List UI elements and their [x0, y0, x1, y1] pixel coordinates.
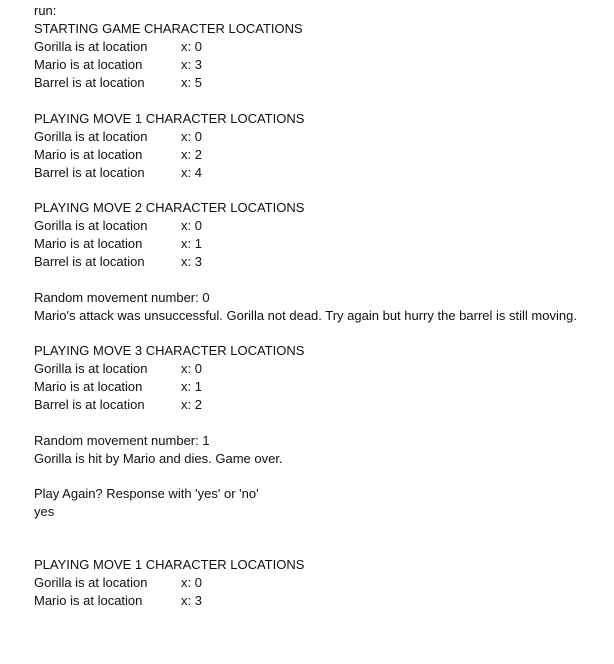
block-header: STARTING GAME CHARACTER LOCATIONS [34, 21, 303, 36]
location-value: x: 3 [181, 57, 202, 72]
location-row [34, 235, 614, 253]
location-label: Mario is at location [34, 57, 143, 72]
block-header: PLAYING MOVE 1 CHARACTER LOCATIONS [34, 110, 305, 126]
blank-line [34, 325, 614, 343]
location-value: x: 2 [181, 397, 202, 412]
block-header: PLAYING MOVE 3 CHARACTER LOCATIONS [34, 343, 305, 358]
location-label: Barrel is at location [34, 397, 145, 412]
location-label: Mario is at location [34, 146, 143, 162]
random-movement-text: Random movement number: 1 [34, 432, 210, 448]
game-over-text: Gorilla is hit by Mario and dies. Game over. [34, 450, 283, 466]
location-value: x: 0 [181, 361, 202, 376]
location-value: x: 1 [181, 379, 202, 394]
blank-line [34, 92, 614, 110]
location-row [34, 164, 614, 182]
location-row [34, 56, 614, 74]
location-value: x: 3 [181, 593, 202, 608]
location-row [34, 146, 614, 164]
blank-line [34, 521, 614, 556]
location-value: x: 4 [181, 164, 202, 180]
location-block [34, 556, 614, 610]
location-value: x: 0 [181, 218, 202, 233]
location-row [34, 360, 614, 378]
location-label: Gorilla is at location [34, 361, 148, 376]
location-value: x: 3 [181, 254, 202, 269]
location-label: Gorilla is at location [34, 218, 148, 233]
location-block [34, 20, 614, 92]
random-movement-text: Random movement number: 0 [34, 289, 210, 305]
blank-line [34, 414, 614, 432]
location-label: Mario is at location [34, 593, 143, 608]
location-value: x: 0 [181, 128, 202, 144]
run-label: run: [34, 3, 57, 18]
blank-line [34, 468, 614, 486]
location-row [34, 592, 614, 610]
location-row [34, 74, 614, 92]
location-value: x: 5 [181, 75, 202, 90]
location-label: Barrel is at location [34, 164, 145, 180]
user-response[interactable]: yes [34, 504, 55, 519]
console-output [34, 2, 614, 610]
play-again-prompt: Play Again? Response with 'yes' or 'no' [34, 486, 259, 501]
location-label: Barrel is at location [34, 254, 145, 269]
location-row [34, 253, 614, 271]
location-row [34, 396, 614, 414]
location-block [34, 110, 614, 182]
blank-line [34, 271, 614, 289]
location-label: Barrel is at location [34, 75, 145, 90]
location-value: x: 0 [181, 575, 202, 590]
location-label: Gorilla is at location [34, 575, 148, 590]
location-value: x: 2 [181, 146, 202, 162]
location-row [34, 217, 614, 235]
location-row [34, 128, 614, 146]
location-value: x: 1 [181, 236, 202, 251]
location-row [34, 574, 614, 592]
location-block [34, 199, 614, 271]
attack-result-text: Mario's attack was unsuccessful. Gorilla not dead. Try again but hurry the barrel is still moving. [34, 307, 577, 323]
location-label: Mario is at location [34, 236, 143, 251]
block-header: PLAYING MOVE 1 CHARACTER LOCATIONS [34, 557, 305, 572]
location-value: x: 0 [181, 39, 202, 54]
location-row [34, 38, 614, 56]
location-label: Gorilla is at location [34, 128, 148, 144]
blank-line [34, 182, 614, 200]
location-label: Mario is at location [34, 379, 143, 394]
location-row [34, 378, 614, 396]
location-block [34, 342, 614, 414]
location-label: Gorilla is at location [34, 39, 148, 54]
block-header: PLAYING MOVE 2 CHARACTER LOCATIONS [34, 200, 305, 215]
